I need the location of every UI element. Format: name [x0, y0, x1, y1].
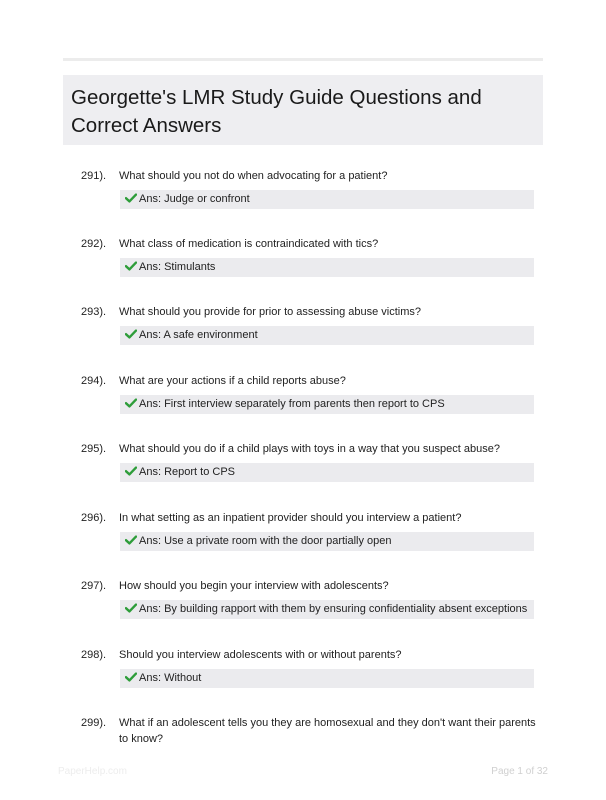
question-text: What should you provide for prior to assessing abuse victims?	[119, 306, 422, 318]
answer-text: Ans: First interview separately from parents then report to CPS	[139, 398, 445, 410]
answer-text: Ans: Use a private room with the door partially open	[139, 535, 392, 547]
question-number: 292).	[81, 238, 107, 250]
answer-text: Ans: Without	[139, 672, 202, 684]
answer-box	[120, 258, 534, 277]
question-text: What are your actions if a child reports abuse?	[119, 375, 346, 387]
check-icon	[125, 672, 137, 682]
footer-watermark: PaperHelp.com	[58, 766, 127, 777]
question-number: 297).	[81, 580, 107, 592]
question-text: How should you begin your interview with adolescents?	[119, 580, 389, 592]
check-icon	[125, 329, 137, 339]
answer-text: Ans: Judge or confront	[139, 193, 250, 205]
check-icon	[125, 398, 137, 408]
question-number: 293).	[81, 306, 107, 318]
question-number: 295).	[81, 443, 107, 455]
question-text: Should you interview adolescents with or without parents?	[119, 649, 402, 661]
answer-text: Ans: A safe environment	[139, 329, 258, 341]
page-indicator: Page 1 of 32	[491, 766, 548, 777]
answer-box	[120, 190, 534, 209]
check-icon	[125, 466, 137, 476]
question-text: What should you do if a child plays with toys in a way that you suspect abuse?	[119, 443, 500, 455]
answer-box	[120, 395, 534, 414]
check-icon	[125, 535, 137, 545]
check-icon	[125, 603, 137, 613]
answer-box	[120, 326, 534, 345]
question-text: What should you not do when advocating for a patient?	[119, 170, 388, 182]
answer-box	[120, 532, 534, 551]
title-banner	[63, 75, 543, 145]
answer-text: Ans: By building rapport with them by ensuring confidentiality absent exceptions	[139, 603, 528, 615]
question-number: 296).	[81, 512, 107, 524]
answer-text: Ans: Stimulants	[139, 261, 216, 273]
answer-box	[120, 600, 534, 619]
answer-box	[120, 463, 534, 482]
check-icon	[125, 261, 137, 271]
question-text: What if an adolescent tells you they are homosexual and they don't want their parents to know?	[119, 717, 536, 745]
answer-box	[120, 669, 534, 688]
check-icon	[125, 193, 137, 203]
document-title: Georgette's LMR Study Guide Questions and Correct Answers	[71, 86, 482, 137]
answer-text: Ans: Report to CPS	[139, 466, 235, 478]
top-divider	[63, 58, 543, 61]
question-text: In what setting as an inpatient provider should you interview a patient?	[119, 512, 462, 524]
question-number: 294).	[81, 375, 107, 387]
question-number: 299).	[81, 717, 107, 729]
question-number: 291).	[81, 170, 107, 182]
question-number: 298).	[81, 649, 107, 661]
question-text: What class of medication is contraindicated with tics?	[119, 238, 379, 250]
